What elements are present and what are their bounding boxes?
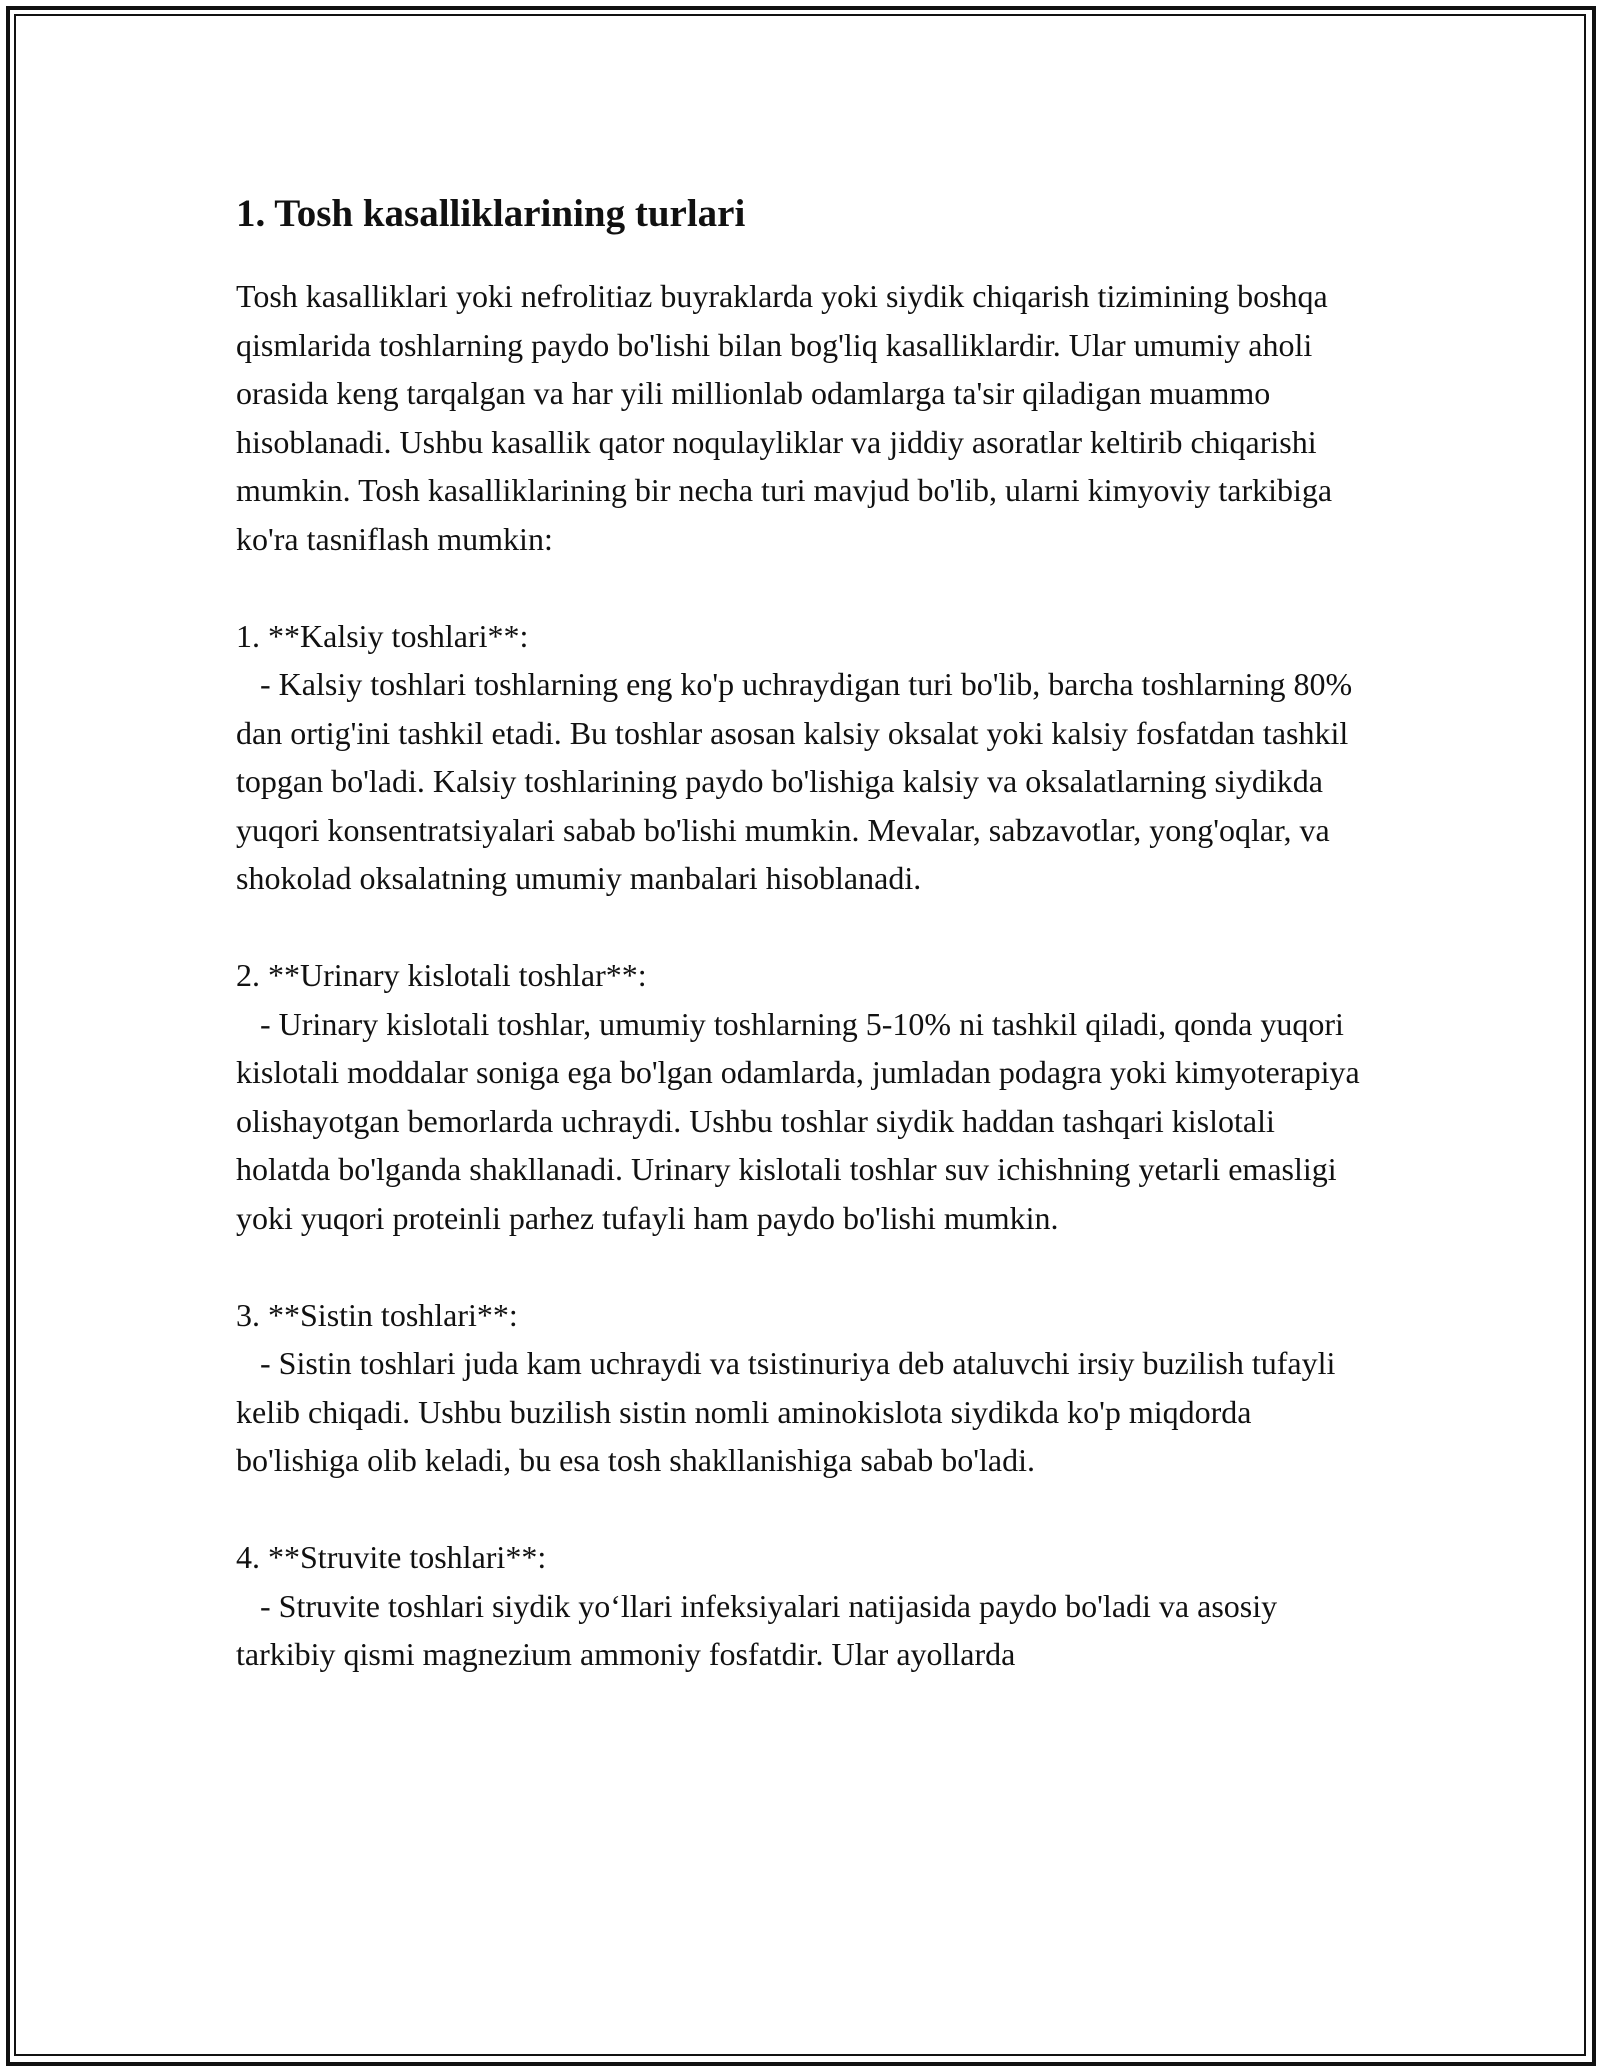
list-item-title: 4. **Struvite toshlari**: bbox=[236, 1539, 547, 1575]
intro-paragraph: Tosh kasalliklari yoki nefrolitiaz buyraklarda yoki siydik chiqarish tizimining boshqa qismlarida toshlarning paydo bo'lishi bilan bog'liq kasalliklardir. Ular umumiy aholi orasida keng tarqalgan va har yili millionlab odamlarga ta'sir qiladigan muammo hisoblanadi. Ushbu kasallik qator noqulayliklar va jiddiy asoratlar keltirib chiqarishi mumkin. Tosh kasalliklarining bir necha turi mavjud bo'lib, ularni kimyoviy tarkibiga ko'ra tasniflash mumkin: bbox=[236, 278, 1333, 557]
list-item-title: 3. **Sistin toshlari**: bbox=[236, 1296, 518, 1333]
list-item-kalsiy bbox=[236, 612, 1376, 903]
list-item-body bbox=[236, 1339, 1376, 1485]
list-item-title: 2. **Urinary kislotali toshlar**: bbox=[236, 957, 647, 993]
list-item-sistin bbox=[236, 1291, 1376, 1485]
list-item-body-text: - Kalsiy toshlari toshlarning eng ko'p uchraydigan turi bo'lib, barcha toshlarning 80% dan ortig'ini tashkil etadi. Bu toshlar asosan kalsiy oksalat yoki kalsiy fosfatdan tashkil topgan bo'ladi. Kalsiy toshlarining paydo bo'lishiga kalsiy va oksalatlarning siydikda yuqori konsentratsiyalari sabab bo'lishi mumkin. Mevalar, sabzavotlar, yong'oqlar, va shokolad oksalatning umumiy manbalari hisoblanadi. bbox=[236, 666, 1353, 896]
list-item-title: 1. **Kalsiy toshlari**: bbox=[236, 617, 529, 654]
section-heading: 1. Tosh kasalliklarining turlari bbox=[236, 192, 746, 235]
list-item-urinary bbox=[236, 951, 1376, 1242]
list-item-body-text: - Sistin toshlari juda kam uchraydi va tsistinuriya deb ataluvchi irsiy buzilish tufayli kelib chiqadi. Ushbu buzilish sistin nomli aminokislota siydikda ko'p miqdorda bo'lishiga olib keladi, bu esa tosh shakllanishiga sabab bo'ladi. bbox=[236, 1345, 1336, 1478]
list-item-body bbox=[236, 1582, 1376, 1679]
list-item-body-text: - Struvite toshlari siydik yo‘llari infeksiyalari natijasida paydo bo'ladi va asosiy tarkibiy qismi magnezium ammoniy fosfatdir. Ular ayollarda bbox=[236, 1587, 1278, 1672]
list-item-body bbox=[236, 1000, 1376, 1243]
list-item-body bbox=[236, 660, 1376, 903]
list-item-struvite bbox=[236, 1533, 1376, 1679]
document-body bbox=[236, 186, 1376, 1727]
list-item-body-text: - Urinary kislotali toshlar, umumiy toshlarning 5-10% ni tashkil qiladi, qonda yuqori kislotali moddalar soniga ega bo'lgan odamlarda, jumladan podagra yoki kimyoterapiya olishayotgan bemorlarda uchraydi. Ushbu toshlar siydik haddan tashqari kislotali holatda bo'lganda shakllanadi. Urinary kislotali toshlar suv ichishning yetarli emasligi yoki yuqori proteinli parhez tufayli ham paydo bo'lishi mumkin. bbox=[236, 1005, 1360, 1236]
